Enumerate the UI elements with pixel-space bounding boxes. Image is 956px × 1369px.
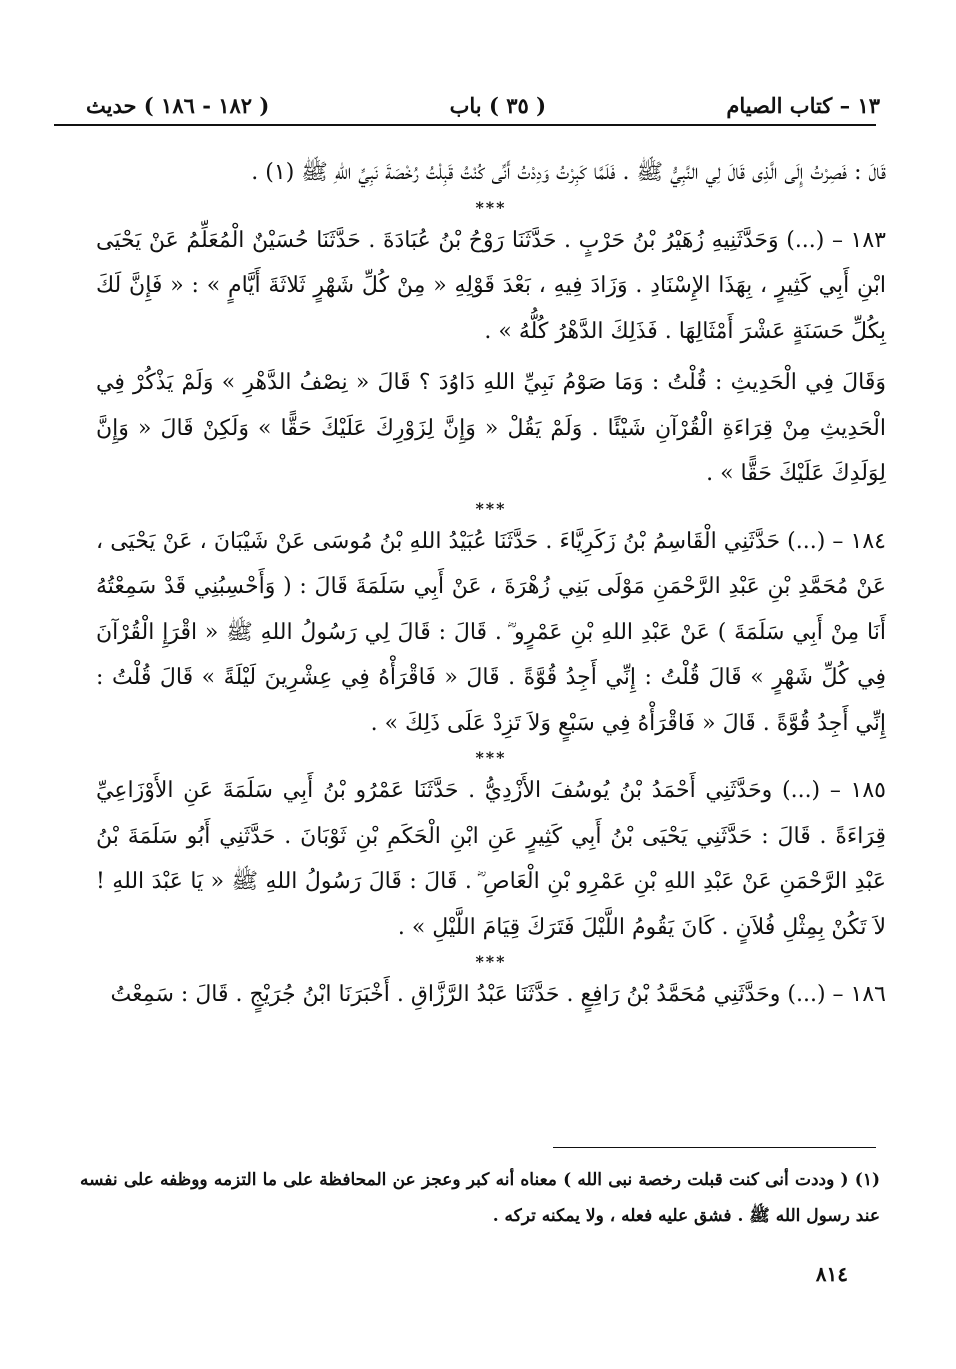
footnote-rule: [553, 1147, 876, 1148]
hadith-186: ١٨٦ – (...) وحَدَّثَنِي مُحَمَّدُ بْنُ رَافِعٍ . حَدَّثَنَا عَبْدُ الرَّزَّاقِ . أَخْبَرَنَا ابْنُ جُرَيْجٍ . قَالَ : سَمِعْتُ: [110, 982, 886, 1007]
running-header: [86, 86, 880, 124]
header-chapter: ( ٣٥ ) باب: [449, 92, 547, 118]
main-text: [96, 150, 886, 1018]
hadith-185: ١٨٥ – (...) وحَدَّثَنِي أَحْمَدُ بْنُ يُوسُفَ الأَزْدِيُّ . حَدَّثَنَا عَمْرُو بْنُ أَبِي سَلَمَةَ عَنِ الأَوْزَاعِيِّ قِرَاءَةً . قَالَ : حَدَّثَنِي يَحْيَى بْنُ أَبِي كَثِيرٍ عَنِ ابْنِ الْحَكَمِ بْنِ ثَوْبَانَ . حَدَّثَنِي أَبُو سَلَمَةَ بْنُ عَبْدِ الرَّحْمَنِ عَنْ عَبْدِ اللهِ بْنِ عَمْرِو بْنِ الْعَاصِ ؓ . قَالَ : قَالَ رَسُولُ اللهِ ﷺ « يَا عَبْدَ اللهِ ! لاَ تَكُنْ بِمِثْلِ فُلاَنٍ . كَانَ يَقُومُ اللَّيْلَ فَتَرَكَ قِيَامَ اللَّيْلِ » .: [96, 778, 886, 940]
header-rule: [54, 124, 876, 126]
paragraph-continuation: قَالَ : فَصِرْتُ إِلَى الَّذِى قَالَ لِي النَّبِيُّ ﷺ . فَلَمَّا كَبِرْتُ وَدِدْتُ أَنِّى كُنْتُ قَبِلْتُ رُخْصَةَ نَبِيِّ اللهِ ﷺ (١) .: [251, 160, 886, 185]
header-book-title: ١٣ – كتاب الصيام: [726, 92, 880, 118]
footnote: [80, 1162, 880, 1234]
header-hadith-range: ( ١٨٢ - ١٨٦ ) حديث: [86, 92, 270, 118]
footnote-text: (١) ( وددت أنى كنت قبلت رخصة نبى الله ) معناه أنه كبر وعجز عن المحافظة على ما التزمه ووظفه على نفسه عند رسول الله ﷺ . فشق عليه فعله ، ولا يمكنه تركه .: [80, 1170, 880, 1226]
page-number: ٨١٤: [815, 1262, 848, 1286]
hadith-183: ١٨٣ – (...) وَحَدَّثَنِيهِ زُهَيْرُ بْنُ حَرْبٍ . حَدَّثَنَا رَوْحُ بْنُ عُبَادَةَ . حَدَّثَنَا حُسَيْنٌ الْمُعَلِّمُ عَنْ يَحْيَى ابْنِ أَبِي كَثِيرٍ ، بِهَذَا الإِسْنَادِ . وَزَادَ فِيهِ ، بَعْدَ قَوْلِهِ « مِنْ كُلِّ شَهْرٍ ثَلاثَةَ أَيَّامٍ » : « فَإِنَّ لَكَ بِكُلِّ حَسَنَةٍ عَشْرَ أَمْثَالِهَا . فَذَلِكَ الدَّهْرُ كُلُّهُ » .: [96, 227, 886, 344]
hadith-183-note: وَقَالَ فِي الْحَدِيثِ : قُلْتُ : وَمَا صَوْمُ نَبِيِّ اللهِ دَاوُدَ ؟ قَالَ « نِصْفُ الدَّهْرِ » وَلَمْ يَذْكُرْ فِي الْحَدِيثِ مِنْ قِرَاءَةِ الْقُرْآنِ شَيْئًا . وَلَمْ يَقُلْ « وَإِنَّ لِزَوْرِكَ عَلَيْكَ حَقًّا » وَلَكِنْ قَالَ « وَإِنَّ لِوَلَدِكَ عَلَيْكَ حَقًّا » .: [96, 370, 886, 486]
section-separator: ***: [475, 952, 507, 971]
section-separator: ***: [475, 498, 507, 518]
section-separator: ***: [475, 748, 507, 767]
section-separator: ***: [475, 197, 507, 217]
hadith-184: ١٨٤ – (...) حَدَّثَنِي الْقَاسِمُ بْنُ زَكَرِيَّاءَ . حَدَّثَنَا عُبَيْدُ اللهِ بْنُ مُوسَى عَنْ شَيْبَانَ ، عَنْ يَحْيَى ، عَنْ مُحَمَّدِ بْنِ عَبْدِ الرَّحْمَنِ مَوْلَى بَنِي زُهْرَةَ ، عَنْ أَبِي سَلَمَةَ قَالَ : ( وَأَحْسِبُنِي قَدْ سَمِعْتُهُ أَنَا مِنْ أَبِي سَلَمَةَ ) عَنْ عَبْدِ اللهِ بْنِ عَمْرٍو ؓ . قَالَ : قَالَ لِي رَسُولُ اللهِ ﷺ « اقْرَإِ الْقُرْآنَ فِي كُلِّ شَهْرٍ » قَالَ قُلْتُ : إِنِّي أَجِدُ قُوَّةً . قَالَ « فَاقْرَأْهُ فِي عِشْرِينَ لَيْلَةً » قَالَ قُلْتُ : إِنِّي أَجِدُ قُوَّةً . قَالَ « فَاقْرَأْهُ فِي سَبْعٍ وَلاَ تَزِدْ عَلَى ذَلِكَ » .: [96, 528, 886, 736]
